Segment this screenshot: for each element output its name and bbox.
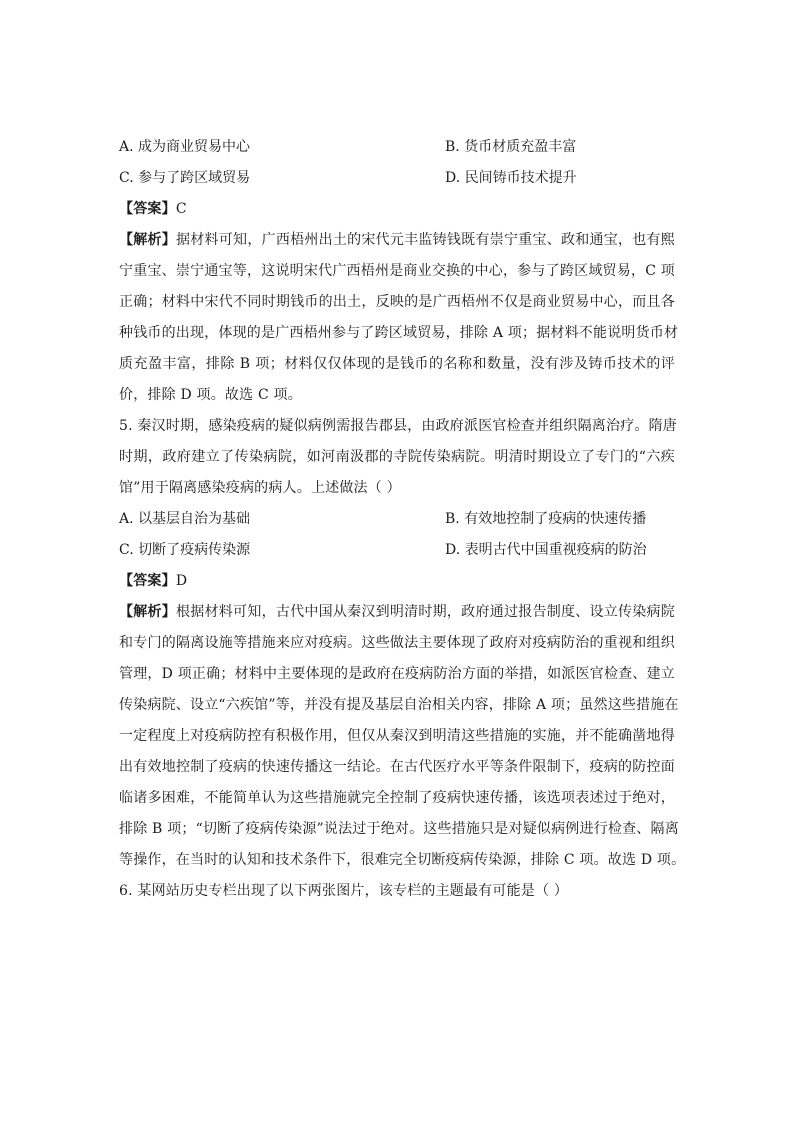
q4-answer [119,194,675,225]
q5-option-b: B. 有效地控制了疫病的快速传播 [445,511,647,527]
q4-analysis-line-5: 质充盈丰富，排除 B 项；材料仅仅体现的是钱币的名称和数量，没有涉及铸币技术的评 [119,356,675,372]
q5-stem-line-1: 5. 秦汉时期，感染疫病的疑似病例需报告郡县，由政府派医官检查并组织隔离治疗。隋唐 [119,418,678,434]
q5-analysis-line-6: 出有效地控制了疫病的快速传播这一结论。在古代医疗水平等条件限制下，疫病的防控面 [119,759,675,775]
q4-options-row-2 [119,163,675,194]
q4-analysis-line-3: 正确；材料中宋代不同时期钱币的出土，反映的是广西梧州不仅是商业贸易中心，而且各 [119,294,675,310]
q4-option-d: D. 民间铸币技术提升 [445,170,577,186]
q5-analysis-line-7: 临诸多困难，不能简单认为这些措施就完全控制了疫病快速传播，该选项表述过于绝对， [119,790,675,806]
q5-stem-line-2: 时期，政府建立了传染病院，如河南汲郡的寺院传染病院。明清时期设立了专门的“六疾 [119,449,675,465]
q5-options-row-2 [119,535,675,566]
q5-answer-value: D [175,573,188,589]
q4-analysis-line-1 [119,225,675,256]
q4-option-c: C. 参与了跨区域贸易 [119,170,251,186]
q4-answer-tag: 【答案】 [119,201,176,217]
q4-analysis-line-6: 价，排除 D 项。故选 C 项。 [119,387,302,403]
q5-answer [119,566,675,597]
q5-stem-line-3: 馆”用于隔离感染疫病的病人。上述做法（ ） [119,480,401,496]
document-content [119,132,686,907]
q4-analysis-tag: 【解析】 [119,232,177,248]
q5-analysis-tag: 【解析】 [119,604,177,620]
q5-analysis-line-3: 管理，D 项正确；材料中主要体现的是政府在疫病防治方面的举措，如派医官检查、建立 [119,666,675,682]
q4-analysis-line-2: 宁重宝、崇宁通宝等，这说明宋代广西梧州是商业交换的中心，参与了跨区域贸易，C 项 [119,263,675,279]
q5-analysis-line-9: 等操作，在当时的认知和技术条件下，很难完全切断疫病传染源，排除 C 项。故选 D 项。 [119,852,686,868]
q5-analysis-line-5: 一定程度上对疫病防控有积极作用，但仅从秦汉到明清这些措施的实施，并不能确凿地得 [119,728,675,744]
q4-option-a: A. 成为商业贸易中心 [119,139,251,155]
q5-analysis-line-2: 和专门的隔离设施等措施来应对疫病。这些做法主要体现了政府对疫病防治的重视和组织 [119,635,675,651]
q4-answer-value: C [175,201,187,217]
q4-analysis-text-1: 据材料可知，广西梧州出土的宋代元丰监铸钱既有崇宁重宝、政和通宝，也有熙 [176,232,675,248]
q5-option-a: A. 以基层自治为基础 [119,511,251,527]
q5-options-row-1 [119,504,675,535]
q5-analysis-line-8: 排除 B 项；“切断了疫病传染源”说法过于绝对。这些措施只是对疑似病例进行检查、隔离 [119,821,679,837]
q5-option-d: D. 表明古代中国重视疫病的防治 [445,542,647,558]
q4-analysis-line-4: 种钱币的出现，体现的是广西梧州参与了跨区域贸易，排除 A 项；据材料不能说明货币材 [119,325,679,341]
q5-analysis-text-1: 根据材料可知，古代中国从秦汉到明清时期，政府通过报告制度、设立传染病院 [176,604,675,620]
q4-option-b: B. 货币材质充盈丰富 [445,139,577,155]
q5-option-c: C. 切断了疫病传染源 [119,542,251,558]
q6-stem: 6. 某网站历史专栏出现了以下两张图片，该专栏的主题最有可能是（ ） [119,883,569,899]
q5-analysis-line-1 [119,597,675,628]
q5-answer-tag: 【答案】 [119,573,176,589]
q4-options-row-1 [119,132,675,163]
q5-analysis-line-4: 传染病院、设立“六疾馆”等，并没有提及基层自治相关内容，排除 A 项；虽然这些措施在 [119,697,679,713]
